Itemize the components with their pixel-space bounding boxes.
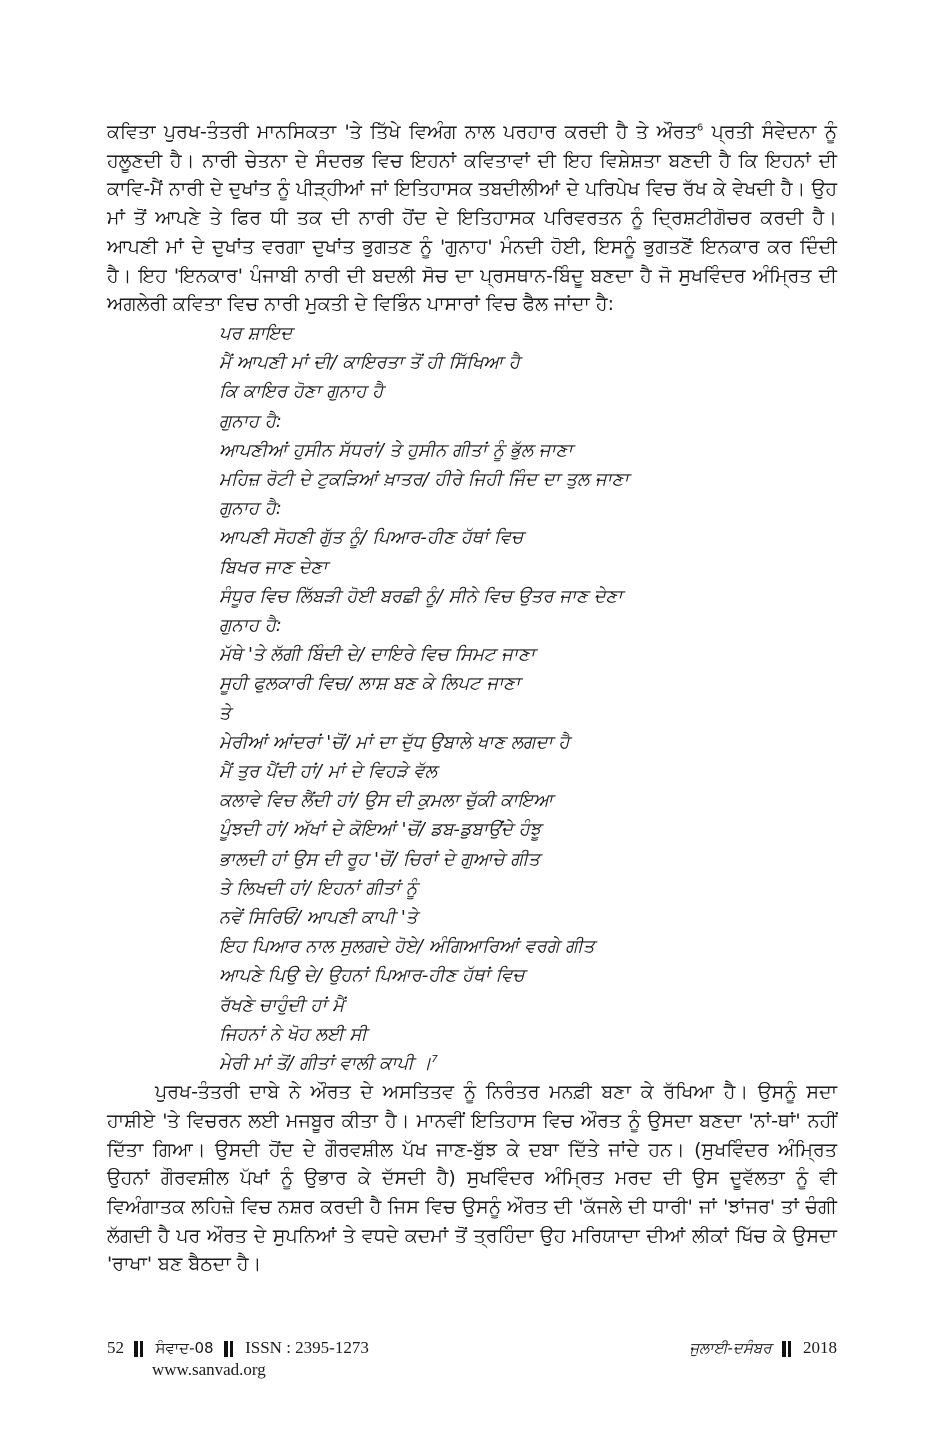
poem-line-text: ਆਪਣੇ ਪਿਉ ਦੇ/ ਉਹਨਾਂ ਪਿਆਰ-ਹੀਣ ਹੱਥਾਂ ਵਿਚ	[219, 965, 525, 987]
poem-line-text: ਸੰਧੂਰ ਵਿਚ ਲਿੱਬੜੀ ਹੋਈ ਬਰਛੀ ਨੂੰ/ ਸੀਨੇ ਵਿਚ ਉਤਰ ਜਾਣ ਦੇਣਾ	[219, 585, 623, 607]
poem-line	[219, 494, 837, 523]
separator-bars	[782, 1341, 793, 1357]
poem-line	[219, 611, 837, 640]
footnote-ref-6[interactable]: 6	[696, 122, 704, 134]
poem-line-text: ਮੈਂ ਤੁਰ ਪੈਂਦੀ ਹਾਂ/ ਮਾਂ ਦੇ ਵਿਹੜੇ ਵੱਲ	[219, 760, 437, 782]
poem-line	[219, 523, 837, 552]
poem-line	[219, 874, 837, 903]
paragraph-analysis	[107, 1078, 837, 1279]
poem-line	[219, 669, 837, 698]
poem-line-text: ਤੇ ਲਿਖਦੀ ਹਾਂ/ ਇਹਨਾਂ ਗੀਤਾਂ ਨੂੰ	[219, 877, 418, 899]
poem-line-text: ਭਾਲਦੀ ਹਾਂ ਉਸ ਦੀ ਰੂਹ 'ਚੋਂ/ ਚਿਰਾਂ ਦੇ ਗੁਆਚੇ ਗੀਤ	[219, 848, 540, 870]
poem-line	[219, 728, 837, 757]
poem-line-text: ਮੈਂ ਆਪਣੀ ਮਾਂ ਦੀ/ ਕਾਇਰਤਾ ਤੋਂ ਹੀ ਸਿੱਖਿਆ ਹੈ	[219, 352, 520, 374]
poem-line	[219, 786, 837, 815]
poem-line	[219, 465, 837, 494]
poem-line	[219, 815, 837, 844]
poem-line-text: ਪਰ ਸ਼ਾਇਦ	[219, 322, 293, 344]
footnote-ref-7[interactable]: 7	[431, 1054, 438, 1065]
poem-line-text: ਜਿਹਨਾਂ ਨੇ ਖੋਹ ਲਈ ਸੀ	[219, 1023, 367, 1045]
issue-period: ਜੁਲਾਈ-ਦਸੰਬਰ	[689, 1339, 772, 1357]
poem-line	[219, 640, 837, 669]
page-number: 52	[107, 1338, 124, 1357]
poem-line-text: ਨਵੇਂ ਸਿਰਿਓਂ/ ਆਪਣੀ ਕਾਪੀ 'ਤੇ	[219, 906, 418, 928]
poem-line	[219, 991, 837, 1020]
poem-line	[219, 1020, 837, 1049]
poem-line-text: ਮੇਰੀ ਮਾਂ ਤੋਂ/ ਗੀਤਾਂ ਵਾਲੀ ਕਾਪੀ ।	[219, 1053, 432, 1074]
poem-line	[219, 932, 837, 961]
poem-line	[219, 757, 837, 786]
poem-line-text: ਆਪਣੀ ਸੋਹਣੀ ਗੁੱਤ ਨੂੰ/ ਪਿਆਰ-ਹੀਣ ਹੱਥਾਂ ਵਿਚ	[219, 527, 524, 549]
poem-line-text: ਕਿ ਕਾਇਰ ਹੋਣਾ ਗੁਨਾਹ ਹੈ	[219, 381, 384, 403]
poem-line-text: ਪੂੰਝਦੀ ਹਾਂ/ ਅੱਖਾਂ ਦੇ ਕੋਇਆਂ 'ਚੋਂ/ ਡਬ-ਡੁਬਾਉਂਦੇ ਹੰਝੂ	[219, 819, 541, 841]
poem-line-text: ਮੱਥੇ 'ਤੇ ਲੱਗੀ ਬਿੰਦੀ ਦੇ/ ਦਾਇਰੇ ਵਿਚ ਸਿਮਟ ਜਾਣਾ	[219, 644, 535, 666]
website-link[interactable]: www.sanvad.org	[152, 1360, 266, 1379]
issue-year: 2018	[803, 1338, 837, 1357]
poem-line	[219, 553, 837, 582]
poem-block	[219, 319, 837, 1078]
poem-line-text: ਆਪਣੀਆਂ ਹੁਸੀਨ ਸੱਧਰਾਂ/ ਤੇ ਹੁਸੀਨ ਗੀਤਾਂ ਨੂੰ ਭੁੱਲ ਜਾਣਾ	[219, 439, 573, 461]
poem-line	[219, 582, 837, 611]
poem-line	[219, 348, 837, 377]
issn-number: ISSN : 2395-1273	[245, 1338, 369, 1357]
separator-bars	[224, 1341, 235, 1357]
poem-line-text: ਬਿਖਰ ਜਾਣ ਦੇਣਾ	[219, 556, 328, 578]
poem-line	[219, 903, 837, 932]
poem-line	[219, 377, 837, 406]
page-footer	[107, 1338, 837, 1390]
separator-bars	[134, 1341, 145, 1357]
paragraph-intro	[107, 118, 837, 319]
paragraph-intro-text-cont: ਪ੍ਰਤੀ ਸੰਵੇਦਨਾ ਨੂੰ ਹਲੂਣਦੀ ਹੈ। ਨਾਰੀ ਚੇਤਨਾ ਦੇ ਸੰਦਰਭ ਵਿਚ ਇਹਨਾਂ ਕਵਿਤਾਵਾਂ ਦੀ ਇਹ ਵਿਸ਼ੇਸ਼ਤਾ ਬਣਦੀ ਹੈ ਕਿ ਇਹਨਾਂ ਦੀ ਕਾਵਿ-ਮੈਂ ਨਾਰੀ ਦੇ ਦੁਖਾਂਤ ਨੂੰ ਪੀੜ੍ਹੀਆਂ ਜਾਂ ਇਤਿਹਾਸਕ ਤਬਦੀਲੀਆਂ ਦੇ ਪਰਿਪੇਖ ਵਿਚ ਰੱਖ ਕੇ ਵੇਖਦੀ ਹੈ। ਉਹ ਮਾਂ ਤੋਂ ਆਪਣੇ ਤੇ ਫਿਰ ਧੀ ਤਕ ਦੀ ਨਾਰੀ ਹੋਂਦ ਦੇ ਇਤਿਹਾਸਕ ਪਰਿਵਰਤਨ ਨੂੰ ਦ੍ਰਿਸ਼ਟੀਗੋਚਰ ਕਰਦੀ ਹੈ। ਆਪਣੀ ਮਾਂ ਦੇ ਦੁਖਾਂਤ ਵਰਗਾ ਦੁਖਾਂਤ ਭੁਗਤਣ ਨੂੰ 'ਗੁਨਾਹ' ਮੰਨਦੀ ਹੋਈ, ਇਸਨੂੰ ਭੁਗਤਣੋਂ ਇਨਕਾਰ ਕਰ ਦਿੰਦੀ ਹੈ। ਇਹ 'ਇਨਕਾਰ' ਪੰਜਾਬੀ ਨਾਰੀ ਦੀ ਬਦਲੀ ਸੋਚ ਦਾ ਪ੍ਰਸਥਾਨ-ਬਿੰਦੂ ਬਣਦਾ ਹੈ ਜੋ ਸੁਖਵਿੰਦਰ ਅੰਮ੍ਰਿਤ ਦੀ ਅਗਲੇਰੀ ਕਵਿਤਾ ਵਿਚ ਨਾਰੀ ਮੁਕਤੀ ਦੇ ਵਿਭਿੰਨ ਪਾਸਾਰਾਂ ਵਿਚ ਫੈਲ ਜਾਂਦਾ ਹੈ:	[107, 121, 837, 316]
footer-left	[107, 1338, 369, 1358]
paragraph-analysis-text: ਪੁਰਖ-ਤੰਤਰੀ ਦਾਬੇ ਨੇ ਔਰਤ ਦੇ ਅਸਤਿਤਵ ਨੂੰ ਨਿਰੰਤਰ ਮਨਫ਼ੀ ਬਣਾ ਕੇ ਰੱਖਿਆ ਹੈ। ਉਸਨੂੰ ਸਦਾ ਹਾਸ਼ੀਏ 'ਤੇ ਵਿਚਰਨ ਲਈ ਮਜਬੂਰ ਕੀਤਾ ਹੈ। ਮਾਨਵੀਂ ਇਤਿਹਾਸ ਵਿਚ ਔਰਤ ਨੂੰ ਉਸਦਾ ਬਣਦਾ 'ਨਾਂ-ਥਾਂ' ਨਹੀਂ ਦਿੱਤਾ ਗਿਆ। ਉਸਦੀ ਹੋਂਦ ਦੇ ਗੌਰਵਸ਼ੀਲ ਪੱਖ ਜਾਣ-ਬੁੱਝ ਕੇ ਦਬਾ ਦਿੱਤੇ ਜਾਂਦੇ ਹਨ। (ਸੁਖਵਿੰਦਰ ਅੰਮ੍ਰਿਤ ਉਹਨਾਂ ਗੌਰਵਸ਼ੀਲ ਪੱਖਾਂ ਨੂੰ ਉਭਾਰ ਕੇ ਦੱਸਦੀ ਹੈ) ਸੁਖਵਿੰਦਰ ਅੰਮ੍ਰਿਤ ਮਰਦ ਦੀ ਉਸ ਦੂਵੱਲਤਾ ਨੂੰ ਵੀ ਵਿਅੰਗਾਤਕ ਲਹਿਜ਼ੇ ਵਿਚ ਨਸ਼ਰ ਕਰਦੀ ਹੈ ਜਿਸ ਵਿਚ ਉਸਨੂੰ ਔਰਤ ਦੀ 'ਕੱਜਲੇ ਦੀ ਧਾਰੀ' ਜਾਂ 'ਝਾਂਜਰ' ਤਾਂ ਚੰਗੀ ਲੱਗਦੀ ਹੈ ਪਰ ਔਰਤ ਦੇ ਸੁਪਨਿਆਂ ਤੇ ਵਧਦੇ ਕਦਮਾਂ ਤੋਂ ਤ੍ਰਹਿੰਦਾ ਉਹ ਮਰਿਯਾਦਾ ਦੀਆਂ ਲੀਕਾਂ ਖਿੱਚ ਕੇ ਉਸਦਾ 'ਰਾਖਾ' ਬਣ ਬੈਠਦਾ ਹੈ।	[107, 1081, 837, 1276]
poem-line	[219, 1049, 837, 1078]
page-body	[107, 118, 837, 1279]
poem-line-text: ਸੂਹੀ ਫੁਲਕਾਰੀ ਵਿਚ/ ਲਾਸ਼ ਬਣ ਕੇ ਲਿਪਟ ਜਾਣਾ	[219, 673, 521, 695]
poem-line	[219, 961, 837, 990]
poem-line-text: ਗੁਨਾਹ ਹੈ:	[219, 498, 282, 520]
poem-line	[219, 407, 837, 436]
poem-line	[219, 436, 837, 465]
poem-line-text: ਗੁਨਾਹ ਹੈ:	[219, 614, 282, 636]
poem-line-text: ਮੇਰੀਆਂ ਆਂਦਰਾਂ 'ਚੋਂ/ ਮਾਂ ਦਾ ਦੁੱਧ ਉਬਾਲੇ ਖਾਣ ਲਗਦਾ ਹੈ	[219, 731, 570, 753]
footer-right	[689, 1338, 837, 1358]
poem-line	[219, 845, 837, 874]
poem-line-text: ਗੁਨਾਹ ਹੈ:	[219, 410, 282, 432]
poem-line	[219, 699, 837, 728]
poem-line-text: ਰੱਖਣੇ ਚਾਹੁੰਦੀ ਹਾਂ ਮੈਂ	[219, 994, 345, 1016]
paragraph-intro-text: ਕਵਿਤਾ ਪੁਰਖ-ਤੰਤਰੀ ਮਾਨਸਿਕਤਾ 'ਤੇ ਤਿੱਖੇ ਵਿਅੰਗ ਨਾਲ ਪਰਹਾਰ ਕਰਦੀ ਹੈ ਤੇ ਔਰਤ	[107, 121, 697, 143]
journal-name: ਸੰਵਾਦ-08	[155, 1339, 214, 1357]
poem-line	[219, 319, 837, 348]
poem-line-text: ਇਹ ਪਿਆਰ ਨਾਲ ਸੁਲਗਦੇ ਹੋਏ/ ਅੰਗਿਆਰਿਆਂ ਵਰਗੇ ਗੀਤ	[219, 936, 595, 958]
poem-line-text: ਕਲਾਵੇ ਵਿਚ ਲੈਂਦੀ ਹਾਂ/ ਉਸ ਦੀ ਕੁਮਲਾ ਚੁੱਕੀ ਕਾਇਆ	[219, 790, 553, 812]
poem-line-text: ਤੇ	[219, 702, 231, 724]
poem-line-text: ਮਹਿਜ਼ ਰੋਟੀ ਦੇ ਟੁਕੜਿਆਂ ਖ਼ਾਤਰ/ ਹੀਰੇ ਜਿਹੀ ਜਿੰਦ ਦਾ ਤੁਲ ਜਾਣਾ	[219, 468, 629, 490]
